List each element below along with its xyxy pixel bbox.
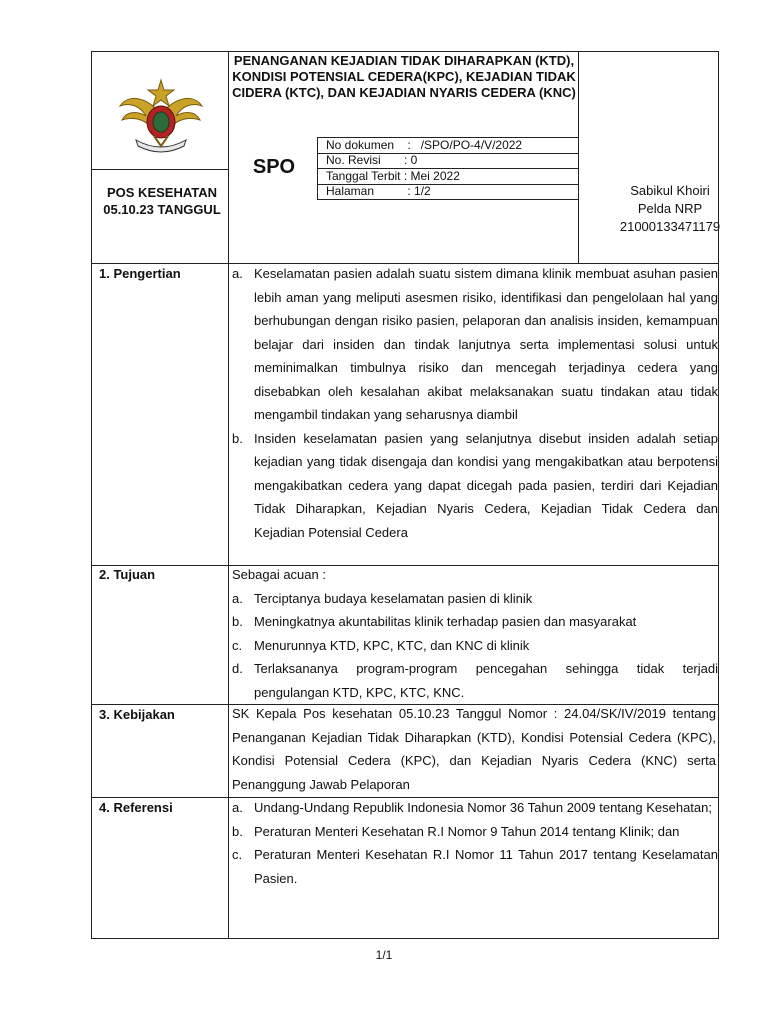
list-item	[232, 262, 718, 427]
issue-date: Tanggal Terbit : Mei 2022	[326, 169, 460, 183]
military-emblem-logo	[116, 76, 206, 156]
referensi-list	[232, 796, 718, 890]
list-item-text: Insiden keselamatan pasien yang selanjutnya disebut insiden adalah setiap kejadian yang tidak disengaja dan kondisi yang mengakibatkan atau berpotensi mengakibatkan cedera yang dapat dicegah pada pasien, terdiri dari Kejadian Tidak Diharapkan, Kejadian Nyaris Cedera, Kejadian Tidak Cedera dan Kejadian Potensial Cedera	[254, 430, 718, 540]
table-border-left	[91, 51, 92, 939]
list-marker: c.	[232, 637, 243, 653]
signatory-name: Sabikul Khoiri	[630, 183, 710, 198]
grid-line	[317, 137, 318, 200]
list-item	[232, 610, 718, 634]
section-label-referensi: 4. Referensi	[99, 800, 173, 815]
spo-label: SPO	[252, 156, 296, 178]
list-item	[232, 634, 718, 658]
tujuan-intro: Sebagai acuan :	[232, 567, 326, 582]
section-label-tujuan: 2. Tujuan	[99, 567, 156, 582]
grid-line	[91, 169, 228, 170]
list-item-text: Keselamatan pasien adalah suatu sistem dimana klinik membuat asuhan pasien lebih aman yang meliputi asesmen risiko, identifikasi dan pengelolaan hal yang berhubungan dengan risiko pasien, pelaporan dan analisis insiden, kemampuan belajar dari insiden dan tindak lanjutnya serta implementasi solusi untuk meminimalkan timbulnya risiko dan mencegah terjadinya cedera yang disebabkan oleh kesalahan akibat melaksanakan suatu tindakan atau tidak mengambil tindakan yang seharusnya diambil	[254, 266, 718, 422]
list-item	[232, 427, 718, 545]
list-item	[232, 843, 718, 890]
list-marker: a.	[232, 800, 243, 815]
list-item-text: Terlaksananya program-program pencegahan sehingga tidak terjadi pengulangan KTD, KPC, KTC, KNC.	[254, 661, 718, 700]
list-item-text: Peraturan Menteri Kesehatan R.I Nomor 9 Tahun 2014 tentang Klinik; dan	[254, 823, 680, 839]
pengertian-list	[232, 262, 718, 544]
revision-number: No. Revisi : 0	[326, 153, 418, 167]
section-label-kebijakan: 3. Kebijakan	[99, 707, 175, 722]
tujuan-list	[232, 563, 718, 704]
page-info: Halaman : 1/2	[326, 184, 431, 198]
list-item-text: Meningkatnya akuntabilitas klinik terhadap pasien dan masyarakat	[254, 614, 637, 629]
list-item-text: Menurunnya KTD, KPC, KTC, dan KNC di klinik	[254, 637, 530, 653]
unit-name: POS KESEHATAN 05.10.23 TANGGUL	[103, 185, 221, 217]
page-number: 1/1	[375, 948, 393, 962]
table-border-bottom	[91, 938, 719, 939]
document-title: PENANGANAN KEJADIAN TIDAK DIHARAPKAN (KTD), KONDISI POTENSIAL CEDERA(KPC), KEJADIAN TIDAK CIDERA (KTC), DAN KEJADIAN NYARIS CEDERA (KNC)	[232, 53, 576, 100]
section-label-pengertian: 1. Pengertian	[99, 266, 181, 281]
grid-line	[228, 51, 229, 939]
list-marker: a.	[232, 590, 243, 606]
list-item	[232, 657, 718, 704]
list-item	[232, 587, 718, 611]
list-marker: b.	[232, 614, 243, 629]
grid-line	[317, 199, 578, 200]
list-item	[232, 820, 718, 844]
list-marker: c.	[232, 847, 243, 862]
list-marker: b.	[232, 823, 243, 839]
list-item-text: Terciptanya budaya keselamatan pasien di klinik	[254, 590, 533, 606]
list-marker: b.	[232, 430, 243, 446]
list-item-text: Undang-Undang Republik Indonesia Nomor 36 Tahun 2009 tentang Kesehatan;	[254, 800, 712, 815]
doc-number: No dokumen : /SPO/PO-4/V/2022	[326, 138, 523, 152]
list-marker: a.	[232, 266, 243, 281]
signatory-rank: Pelda NRP	[637, 201, 703, 216]
list-item	[232, 796, 718, 820]
list-item-text: Peraturan Menteri Kesehatan R.I Nomor 11 Tahun 2017 tentang Keselamatan Pasien.	[254, 847, 718, 886]
list-marker: d.	[232, 661, 243, 676]
table-border-top	[91, 51, 719, 52]
signatory-block	[580, 182, 760, 236]
signatory-nrp: 21000133471179	[619, 219, 721, 234]
kebijakan-text: SK Kepala Pos kesehatan 05.10.23 Tanggul Nomor : 24.04/SK/IV/2019 tentang Penanganan Kejadian Tidak Diharapkan (KTD), Kondisi Potensial Cedera (KPC), Kondisi Potensial Cedera (KPC), dan Kejadian Nyaris Cedera (KNC) serta Penanggung Jawab Pelaporan	[232, 706, 716, 792]
grid-line	[578, 51, 579, 264]
